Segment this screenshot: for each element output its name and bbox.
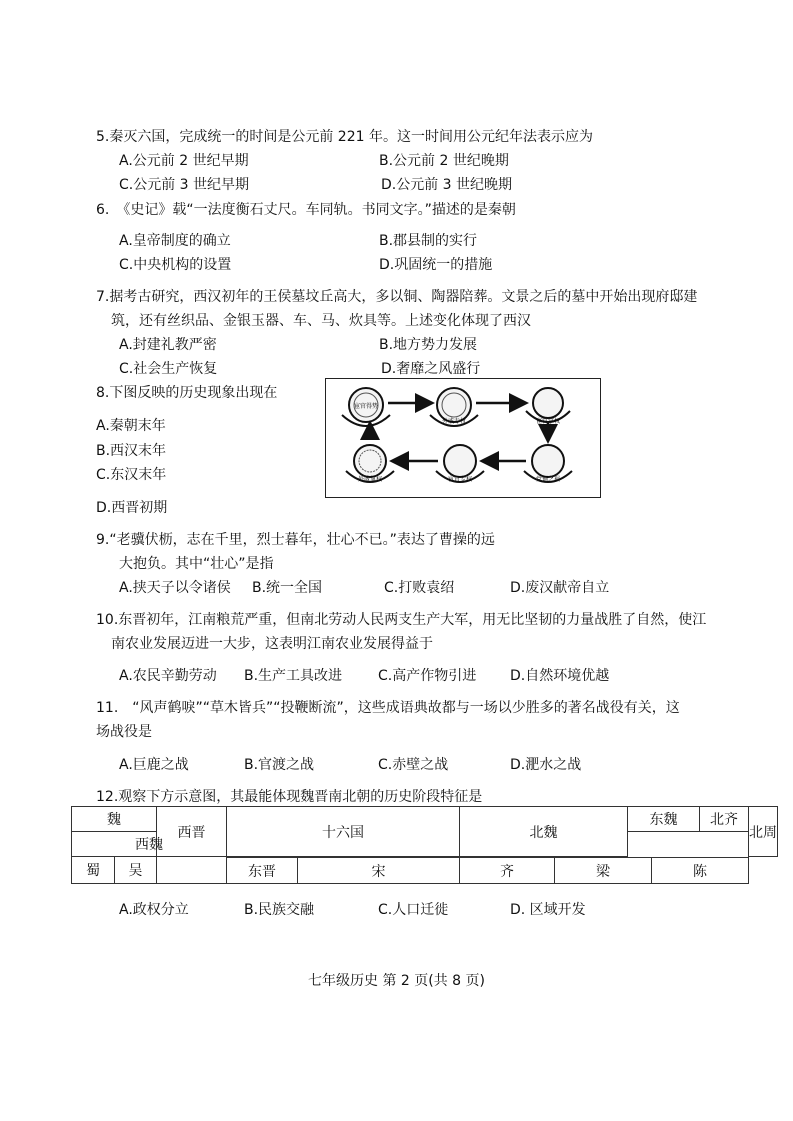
- q12-option-b: B.民族交融: [244, 902, 315, 918]
- q12-option-c: C.人口迁徙: [378, 902, 449, 918]
- diagram-label-1: 外戚专权: [441, 418, 467, 425]
- q11-option-a: A.巨鹿之战: [119, 757, 189, 773]
- q9-stem-line1: 9.“老骥伏枥，志在千里，烈士暮年，壮心不已。”表达了曹操的远: [96, 532, 495, 548]
- q9-option-d: D.废汉献帝自立: [510, 580, 610, 596]
- q6-option-a: A.皇帝制度的确立: [119, 233, 231, 249]
- cell-xijin: 西晋: [157, 807, 227, 857]
- cell-shiliuguo: 十六国: [227, 807, 460, 857]
- q5-option-d: D.公元前 3 世纪晚期: [381, 177, 513, 193]
- q11-option-d: D.淝水之战: [510, 757, 582, 773]
- q7-stem-line1: 7.据考古研究，西汉初年的王侯墓坟丘高大，多以铜、陶器陪葬。文景之后的墓中开始出现府邸建: [96, 289, 698, 305]
- q8-option-c: C.东汉末年: [96, 467, 167, 483]
- q5-stem: 5.秦灭六国，完成统一的时间是公元前 221 年。这一时间用公元纪年法表示应为: [96, 129, 593, 145]
- q7-option-d: D.奢靡之风盛行: [381, 361, 481, 377]
- cell-song: 宋: [298, 858, 460, 884]
- q8-stem: 8.下图反映的历史现象出现在: [96, 385, 278, 401]
- cell-shu: 蜀: [72, 857, 115, 884]
- cell-dongwei: 东魏: [628, 807, 700, 832]
- q7-stem-line2: 筑，还有丝织品、金银玉器、车、马、炊具等。上述变化体现了西汉: [111, 313, 531, 329]
- q8-cycle-diagram: [325, 378, 601, 498]
- q8-option-b: B.西汉末年: [96, 443, 167, 459]
- cell-qi: 齐: [460, 858, 555, 884]
- q5-option-c: C.公元前 3 世纪早期: [119, 177, 250, 193]
- cell-beiwei: 北魏: [460, 807, 628, 857]
- diagram-label-3: 党锢之祸: [535, 476, 561, 483]
- cell-wei: 魏: [72, 807, 157, 832]
- q10-stem-line1: 10.东晋初年，江南粮荒严重，但南北劳动人民两支生产大军，用无比坚韧的力量战胜了自然，使江: [96, 612, 707, 628]
- q11-stem-line2: 场战役是: [96, 724, 152, 740]
- cell-xijin-lower: [157, 857, 227, 884]
- diagram-node-3: [526, 388, 570, 422]
- q11-option-b: B.官渡之战: [244, 757, 315, 773]
- diagram-label-4: 宦官专权: [447, 476, 473, 483]
- q6-option-b: B.郡县制的实行: [379, 233, 478, 249]
- q10-option-a: A.农民辛勤劳动: [119, 668, 217, 684]
- q7-option-b: B.地方势力发展: [379, 337, 478, 353]
- q12-dynasty-timeline-table: [71, 806, 778, 884]
- diagram-label-2: 宦官掌权: [535, 418, 561, 425]
- cell-xiwei: 西魏: [72, 832, 227, 857]
- q5-option-b: B.公元前 2 世纪晚期: [379, 153, 509, 169]
- q10-option-d: D.自然环境优越: [510, 668, 610, 684]
- q7-option-c: C.社会生产恢复: [119, 361, 218, 377]
- q5-option-a: A.公元前 2 世纪早期: [119, 153, 249, 169]
- q12-option-d: D. 区域开发: [510, 902, 586, 918]
- q6-stem: 6. 《史记》载“一法度衡石丈尺。车同轨。书同文字。”描述的是秦朝: [96, 202, 516, 218]
- q10-option-b: B.生产工具改进: [244, 668, 343, 684]
- cycle-diagram-svg: [326, 379, 600, 497]
- cell-wu: 吴: [115, 857, 157, 884]
- page-footer: 七年级历史 第 2 页(共 8 页): [308, 973, 485, 989]
- q12-stem: 12.观察下方示意图，其最能体现魏晋南北朝的历史阶段特征是: [96, 789, 483, 805]
- q11-stem-line1: 11. “风声鹤唳”“草木皆兵”“投鞭断流”，这些成语典故都与一场以少胜多的著名战役有关，这: [96, 700, 680, 716]
- cell-liang: 梁: [555, 858, 652, 884]
- cell-dongjin: 东晋: [227, 858, 298, 884]
- q12-option-a: A.政权分立: [119, 902, 189, 918]
- q11-option-c: C.赤壁之战: [378, 757, 449, 773]
- q10-option-c: C.高产作物引进: [378, 668, 477, 684]
- q6-option-c: C.中央机构的设置: [119, 257, 232, 273]
- q8-option-d: D.西晋初期: [96, 500, 168, 516]
- q6-option-d: D.巩固统一的措施: [379, 257, 493, 273]
- cell-beiqi: 北齐: [700, 807, 749, 832]
- q9-option-b: B.统一全国: [252, 580, 323, 596]
- cell-beizhou: 北周: [749, 807, 778, 857]
- diagram-label-6: 宦官得势: [353, 403, 379, 410]
- cell-chen: 陈: [652, 858, 749, 884]
- q10-stem-line2: 南农业发展迈进一大步，这表明江南农业发展得益于: [111, 636, 433, 652]
- q9-stem-line2: 大抱负。其中“壮心”是指: [119, 556, 274, 572]
- diagram-label-5: 外戚掌权: [357, 476, 383, 483]
- q9-option-c: C.打败袁绍: [384, 580, 455, 596]
- q8-option-a: A.秦朝末年: [96, 418, 166, 434]
- q9-option-a: A.挟天子以令诸侯: [119, 580, 231, 596]
- q7-option-a: A.封建礼教严密: [119, 337, 217, 353]
